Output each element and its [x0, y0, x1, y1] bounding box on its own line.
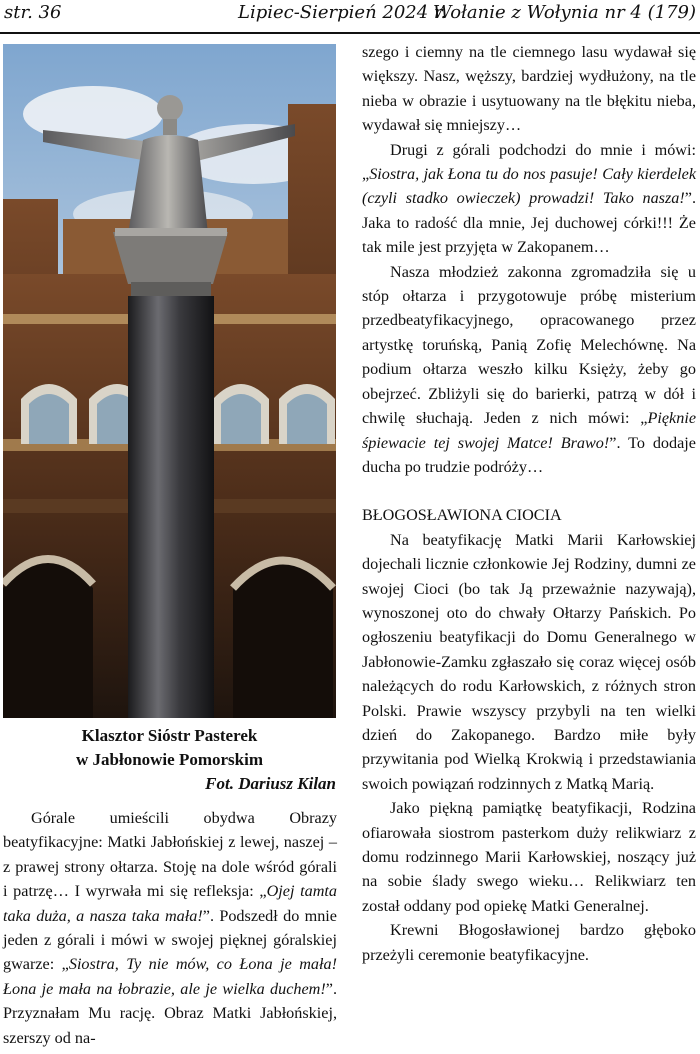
page-header [0, 0, 700, 34]
paragraph: Na beatyfikację Matki Marii Karłowskiej dojechali licznie członkowie Jej Rodziny, dumni ze swojej Cioci (bo tak Ją przeważnie nazywają), wynoszonej oto do chwały Ołtarzy Pańskich. Po ogłoszeniu beatyfikacji do Domu Generalnego w Jabłonowie-Zamku zgłaszało się coraz więcej osób należących do rodu Karłowskich, z różnych stron Polski. Prawie wszyscy przybyli na ten wielki dzień do Zakopanego. Bardzo miłe były przywitania pod Wielką Krokwią i przedstawiania swoich powiązań rodzinnych z Matką Marią. [362, 530, 696, 793]
text-span: ”. Przyznałam Mu rację. Obraz Matki Jabłońskiej, szerszy od na- [3, 979, 337, 1047]
paragraph [3, 806, 337, 1050]
quote-text: Siostra, Ty nie mów, co Łona je mała! Łona je mała na łobrazie, ale je wielka duchem! [3, 955, 337, 998]
paragraph: Krewni Błogosławionej bardzo głęboko przeżyli ceremonie beatyfikacyjne. [362, 921, 696, 964]
caption-line-1: Klasztor Sióstr Pasterek [81, 726, 258, 745]
caption-line-2: w Jabłonowie Pomorskim [76, 750, 263, 769]
left-column [3, 806, 337, 1050]
photo-caption [3, 724, 336, 796]
quote-text: Pięknie śpiewacie tej swojej Matce! Brawo! [362, 409, 696, 452]
magazine-title: Wołanie z Wołynia nr 4 (179) [432, 2, 696, 23]
text-span: ”. Jaka to radość dla mnie, Jej duchowej córki!!! Że tak mile jest przyjęta w Zakopanem… [362, 189, 696, 257]
text-span: Górale umieścili obydwa Obrazy beatyfikacyjne: Matki Jabłońskiej z lewej, naszej – z prawej strony ołtarza. Stoję na dole wśród górali i patrzę… I wyrwała mi się refleksja: „ [3, 809, 337, 901]
text-span: Nasza młodzież zakonna zgromadziła się u stóp ołtarza i przygotowuje próbę misterium przedbeatyfikacyjnego, opracowanego przez artystkę toruńską, Panią Zofię Melechównę. Na podium ołtarza weszło kilku Księży, żeby go obejrzeć. Zbliżyli się do barierki, patrzą w dół i chwilę słuchają. Jeden z nich mówi: „ [362, 262, 696, 428]
paragraph [362, 260, 696, 480]
paragraph: Jako piękną pamiątkę beatyfikacji, Rodzina ofiarowała siostrom pasterkom duży relikwiarz z domu rodzinnego Marii Karłowskiej, noszący już na sobie ślady swego wieku… Relikwiarz ten został oddany pod opiekę Matki Generalnej. [362, 799, 696, 915]
text-span: ”. Podszedł do mnie jeden z górali i mówi w swojej pięknej góralskiej gwarze: „ [3, 906, 337, 974]
page-number: str. 36 [4, 2, 62, 23]
section-heading: BŁOGOSŁAWIONA CIOCIA [362, 506, 562, 525]
statue-photo [3, 44, 336, 718]
right-column [362, 40, 696, 967]
paragraph: szego i ciemny na tle ciemnego lasu wydawał się większy. Nasz, węższy, bardziej wydłużony, na tle nieba w obrazie i usytuowany na tle błękitu nieba, wydawał się mniejszy… [362, 43, 696, 135]
paragraph [362, 138, 696, 260]
issue-date: Lipiec-Sierpień 2024 r. [238, 2, 447, 23]
quote-text: Siostra, jak Łona tu do nos pasuje! Cały kierdelek (czyli stadko owieczek) prowadzi! Tako nasza! [362, 165, 696, 208]
header-rule [0, 32, 700, 34]
photo-credit: Fot. Dariusz Kilan [205, 774, 336, 793]
text-span: ”. To dodaje ducha po trudzie podróży… [362, 433, 696, 476]
text-span: Drugi z górali podchodzi do mnie i mówi: „ [362, 140, 696, 184]
quote-text: Ojej tamta taka duża, a nasza taka mała! [3, 882, 337, 925]
